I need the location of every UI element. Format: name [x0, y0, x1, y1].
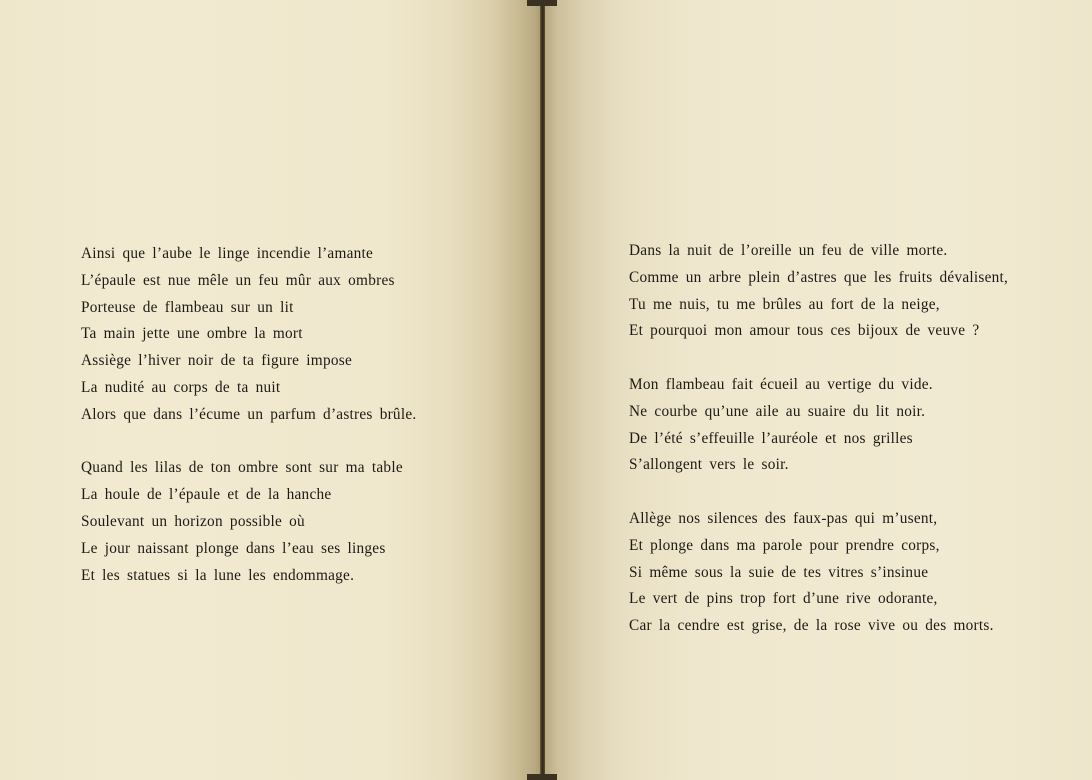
- poem-line: Allège nos silences des faux-pas qui m’usent,: [629, 509, 938, 527]
- poem-line: De l’été s’effeuille l’auréole et nos grilles: [629, 429, 913, 447]
- poem-line: Alors que dans l’écume un parfum d’astres brûle.: [81, 405, 417, 423]
- poem-line: Et pourquoi mon amour tous ces bijoux de veuve ?: [629, 322, 980, 340]
- poem-line: Le jour naissant plonge dans l’eau ses linges: [81, 539, 386, 557]
- poem-line: L’épaule est nue mêle un feu mûr aux ombres: [81, 271, 395, 289]
- stanza-break: [81, 429, 416, 456]
- poem-line: Ne courbe qu’une aile au suaire du lit noir.: [629, 402, 926, 420]
- poem-line: La houle de l’épaule et de la hanche: [81, 486, 332, 504]
- poem-line: Ta main jette une ombre la mort: [81, 325, 303, 343]
- book-gutter: [540, 0, 545, 780]
- stanza-break: [629, 479, 1008, 506]
- poem-line: Porteuse de flambeau sur un lit: [81, 298, 294, 316]
- stanza: [629, 372, 1008, 479]
- stanza-break: [629, 345, 1008, 372]
- binding-bottom-edge: [527, 774, 557, 780]
- poem-line: Comme un arbre plein d’astres que les fruits dévalisent,: [629, 268, 1009, 286]
- poem-line: Assiège l’hiver noir de ta figure impose: [81, 352, 352, 370]
- poem-line: Soulevant un horizon possible où: [81, 512, 305, 530]
- stanza: [81, 455, 416, 589]
- right-poem: [629, 238, 1008, 640]
- poem-line: Et plonge dans ma parole pour prendre corps,: [629, 536, 940, 554]
- poem-line: Mon flambeau fait écueil au vertige du vide.: [629, 375, 933, 393]
- stanza: [629, 506, 1008, 640]
- poem-line: La nudité au corps de ta nuit: [81, 378, 281, 396]
- binding-top-edge: [527, 0, 557, 6]
- poem-line: Car la cendre est grise, de la rose vive ou des morts.: [629, 617, 994, 635]
- poem-line: Dans la nuit de l’oreille un feu de ville morte.: [629, 242, 948, 259]
- poem-line: Tu me nuis, tu me brûles au fort de la neige,: [629, 295, 940, 313]
- poem-line: Ainsi que l’aube le linge incendie l’amante: [81, 245, 374, 262]
- poem-line: Si même sous la suie de tes vitres s’insinue: [629, 563, 929, 581]
- stanza: [81, 241, 416, 429]
- poem-line: Le vert de pins trop fort d’une rive odorante,: [629, 590, 938, 608]
- poem-line: S’allongent vers le soir.: [629, 456, 789, 474]
- left-poem: [81, 241, 416, 589]
- stanza: [629, 238, 1008, 345]
- poem-line: Quand les lilas de ton ombre sont sur ma table: [81, 459, 403, 477]
- poem-line: Et les statues si la lune les endommage.: [81, 566, 355, 584]
